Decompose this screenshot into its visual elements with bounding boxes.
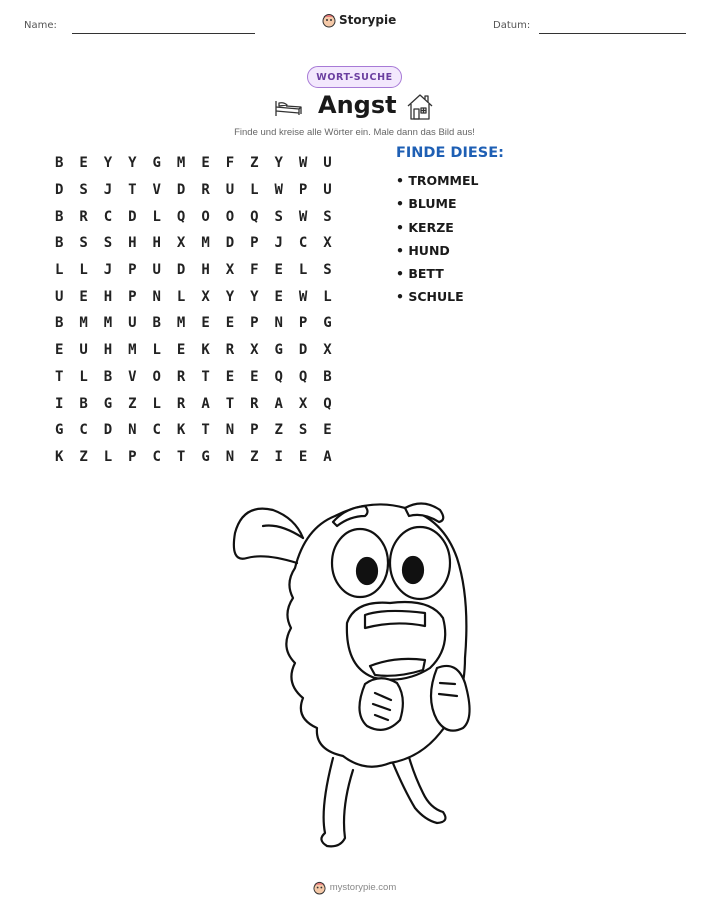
grid-letter[interactable]: D xyxy=(225,235,235,252)
grid-row xyxy=(47,337,340,364)
grid-letter[interactable]: N xyxy=(152,288,161,305)
grid-row xyxy=(47,230,340,257)
grid-letter[interactable]: P xyxy=(298,182,308,199)
title-row xyxy=(270,93,440,123)
grid-letter[interactable]: P xyxy=(128,448,137,465)
storypie-mascot-icon xyxy=(313,880,326,895)
grid-letter[interactable]: Q xyxy=(323,395,332,412)
grid-letter[interactable]: I xyxy=(54,395,64,412)
grid-letter[interactable]: G xyxy=(152,155,161,172)
grid-letter[interactable]: Z xyxy=(79,448,88,465)
brand-name: Storypie xyxy=(339,13,397,27)
grid-letter[interactable]: S xyxy=(323,208,332,225)
grid-letter[interactable]: N xyxy=(225,422,235,439)
grid-letter[interactable]: S xyxy=(79,235,88,252)
footer-url[interactable]: mystorypie.com xyxy=(329,882,397,893)
grid-letter[interactable]: B xyxy=(54,208,64,225)
grid-letter[interactable]: E xyxy=(225,315,235,332)
grid-letter[interactable]: D xyxy=(298,342,308,359)
grid-letter[interactable]: S xyxy=(323,262,332,279)
grid-letter[interactable]: L xyxy=(54,262,64,279)
grid-letter[interactable]: W xyxy=(298,155,308,172)
word-item: • TROMMEL xyxy=(396,173,479,188)
grid-letter[interactable]: X xyxy=(250,342,259,359)
scared-monster-illustration[interactable] xyxy=(225,488,485,853)
grid-letter[interactable]: G xyxy=(274,342,283,359)
grid-letter[interactable]: Y xyxy=(103,155,113,172)
grid-letter[interactable]: M xyxy=(79,315,88,332)
grid-letter[interactable]: A xyxy=(201,395,210,412)
grid-letter[interactable]: P xyxy=(298,315,308,332)
grid-letter[interactable]: B xyxy=(79,395,88,412)
word-item: • SCHULE xyxy=(396,289,464,305)
grid-letter[interactable]: X xyxy=(323,342,332,359)
grid-letter[interactable]: R xyxy=(79,208,88,225)
grid-letter[interactable]: Q xyxy=(298,368,308,385)
page-title: Angst xyxy=(318,91,397,119)
grid-letter[interactable]: P xyxy=(128,288,137,305)
grid-letter[interactable]: C xyxy=(79,422,88,439)
footer xyxy=(0,880,709,895)
word-list xyxy=(396,145,504,309)
grid-letter[interactable]: S xyxy=(79,182,88,199)
grid-letter[interactable]: T xyxy=(128,182,137,199)
grid-letter[interactable]: M xyxy=(201,235,210,252)
grid-letter[interactable]: P xyxy=(250,422,259,439)
grid-row xyxy=(47,364,340,391)
grid-letter[interactable]: L xyxy=(79,262,88,279)
grid-letter[interactable]: F xyxy=(250,262,259,279)
grid-letter[interactable]: L xyxy=(79,368,88,385)
grid-letter[interactable]: L xyxy=(152,342,161,359)
grid-letter[interactable]: R xyxy=(225,342,235,359)
grid-letter[interactable]: T xyxy=(176,448,186,465)
word-item: • BLUME xyxy=(396,196,457,212)
grid-letter[interactable]: Z xyxy=(128,395,137,412)
grid-letter[interactable]: Q xyxy=(176,208,186,225)
grid-letter[interactable]: V xyxy=(152,182,161,199)
grid-letter[interactable]: C xyxy=(152,448,161,465)
grid-letter[interactable]: Y xyxy=(250,288,259,305)
grid-letter[interactable]: E xyxy=(274,288,283,305)
grid-letter[interactable]: X xyxy=(201,288,210,305)
grid-letter[interactable]: P xyxy=(250,315,259,332)
grid-letter[interactable]: L xyxy=(323,288,332,305)
grid-letter[interactable]: E xyxy=(79,288,88,305)
grid-letter[interactable]: M xyxy=(176,155,186,172)
grid-letter[interactable]: P xyxy=(250,235,259,252)
grid-letter[interactable]: T xyxy=(201,368,210,385)
grid-letter[interactable]: S xyxy=(274,208,283,225)
grid-letter[interactable]: E xyxy=(298,448,308,465)
grid-letter[interactable]: U xyxy=(152,262,161,279)
brand-logo xyxy=(322,12,396,28)
grid-letter[interactable]: B xyxy=(323,368,332,385)
grid-letter[interactable]: E xyxy=(323,422,332,439)
grid-letter[interactable]: O xyxy=(152,368,161,385)
grid-letter[interactable]: U xyxy=(225,182,235,199)
word-item: • KERZE xyxy=(396,219,454,235)
grid-letter[interactable]: H xyxy=(103,342,113,359)
grid-letter[interactable]: J xyxy=(103,262,113,279)
grid-letter[interactable]: U xyxy=(54,288,64,305)
grid-row xyxy=(47,257,340,284)
grid-row xyxy=(47,417,340,444)
grid-letter[interactable]: H xyxy=(103,288,113,305)
grid-letter[interactable]: X xyxy=(225,262,235,279)
grid-letter[interactable]: Z xyxy=(250,155,259,172)
grid-letter[interactable]: Q xyxy=(274,368,283,385)
grid-letter[interactable]: B xyxy=(103,368,113,385)
grid-letter[interactable]: E xyxy=(79,155,88,172)
grid-letter[interactable]: L xyxy=(152,208,161,225)
grid-letter[interactable]: D xyxy=(176,182,186,199)
bed-icon xyxy=(274,97,304,117)
grid-letter[interactable]: A xyxy=(323,448,332,465)
grid-letter[interactable]: U xyxy=(79,342,88,359)
grid-row xyxy=(47,203,340,230)
grid-letter[interactable]: E xyxy=(176,342,186,359)
grid-letter[interactable]: Y xyxy=(128,155,137,172)
grid-letter[interactable]: G xyxy=(323,315,332,332)
grid-letter[interactable]: G xyxy=(201,448,210,465)
grid-letter[interactable]: B xyxy=(54,315,64,332)
grid-row xyxy=(47,444,340,471)
grid-letter[interactable]: Y xyxy=(225,288,235,305)
date-field-line[interactable] xyxy=(539,33,686,34)
grid-letter[interactable]: J xyxy=(103,182,113,199)
grid-letter[interactable]: L xyxy=(250,182,259,199)
grid-letter[interactable]: H xyxy=(201,262,210,279)
grid-letter[interactable]: Z xyxy=(274,422,283,439)
grid-letter[interactable]: O xyxy=(201,208,210,225)
grid-letter[interactable]: B xyxy=(54,235,64,252)
grid-letter[interactable]: Y xyxy=(274,155,283,172)
grid-letter[interactable]: M xyxy=(128,342,137,359)
grid-letter[interactable]: F xyxy=(225,155,235,172)
grid-letter[interactable]: R xyxy=(176,395,186,412)
grid-row xyxy=(47,310,340,337)
grid-letter[interactable]: N xyxy=(274,315,283,332)
grid-letter[interactable]: E xyxy=(225,368,235,385)
house-icon xyxy=(406,93,434,121)
grid-letter[interactable]: W xyxy=(298,208,308,225)
grid-letter[interactable]: E xyxy=(274,262,283,279)
grid-row xyxy=(47,177,340,204)
grid-letter[interactable]: D xyxy=(176,262,186,279)
grid-letter[interactable]: V xyxy=(128,368,137,385)
grid-letter[interactable]: L xyxy=(152,395,161,412)
grid-letter[interactable]: L xyxy=(176,288,186,305)
grid-letter[interactable]: D xyxy=(128,208,137,225)
grid-letter[interactable]: Z xyxy=(250,448,259,465)
name-field-line[interactable] xyxy=(72,33,255,34)
grid-letter[interactable]: E xyxy=(201,155,210,172)
grid-letter[interactable]: N xyxy=(225,448,235,465)
grid-letter[interactable]: T xyxy=(54,368,64,385)
grid-letter[interactable]: R xyxy=(250,395,259,412)
category-badge: WORT-SUCHE xyxy=(307,66,402,88)
word-list-title: FINDE DIESE: xyxy=(396,145,504,161)
grid-letter[interactable]: L xyxy=(103,448,113,465)
grid-letter[interactable]: E xyxy=(250,368,259,385)
grid-letter[interactable]: G xyxy=(54,422,64,439)
grid-row xyxy=(47,283,340,310)
grid-letter[interactable]: J xyxy=(274,235,283,252)
grid-letter[interactable]: Q xyxy=(250,208,259,225)
grid-row xyxy=(47,150,340,177)
grid-letter[interactable]: U xyxy=(128,315,137,332)
grid-letter[interactable]: C xyxy=(152,422,161,439)
grid-letter[interactable]: M xyxy=(176,315,186,332)
grid-letter[interactable]: U xyxy=(323,155,332,172)
grid-letter[interactable]: D xyxy=(54,182,64,199)
grid-letter[interactable]: T xyxy=(225,395,235,412)
grid-letter[interactable]: B xyxy=(152,315,161,332)
grid-letter[interactable]: U xyxy=(323,182,332,199)
grid-letter[interactable]: W xyxy=(298,288,308,305)
grid-letter[interactable]: P xyxy=(128,262,137,279)
grid-letter[interactable]: R xyxy=(201,182,210,199)
grid-letter[interactable]: S xyxy=(103,235,113,252)
grid-letter[interactable]: M xyxy=(103,315,113,332)
date-label: Datum: xyxy=(493,20,531,31)
grid-letter[interactable]: N xyxy=(128,422,137,439)
grid-letter[interactable]: A xyxy=(274,395,283,412)
storypie-mascot-icon xyxy=(322,12,336,28)
grid-letter[interactable]: X xyxy=(298,395,308,412)
grid-letter[interactable]: T xyxy=(201,422,210,439)
word-search-grid[interactable] xyxy=(47,150,340,470)
grid-letter[interactable]: D xyxy=(103,422,113,439)
grid-letter[interactable]: K xyxy=(201,342,210,359)
grid-letter[interactable]: O xyxy=(225,208,235,225)
grid-letter[interactable]: R xyxy=(176,368,186,385)
grid-letter[interactable]: C xyxy=(298,235,308,252)
grid-letter[interactable]: L xyxy=(298,262,308,279)
grid-letter[interactable]: W xyxy=(274,182,283,199)
grid-letter[interactable]: B xyxy=(54,155,64,172)
grid-letter[interactable]: X xyxy=(323,235,332,252)
grid-letter[interactable]: C xyxy=(103,208,113,225)
grid-letter[interactable]: I xyxy=(274,448,283,465)
instructions-text: Finde und kreise alle Wörter ein. Male dann das Bild aus! xyxy=(234,127,475,138)
word-item: • BETT xyxy=(396,266,444,282)
grid-letter[interactable]: S xyxy=(298,422,308,439)
word-item: • HUND xyxy=(396,242,450,258)
grid-letter[interactable]: X xyxy=(176,235,186,252)
grid-letter[interactable]: G xyxy=(103,395,113,412)
grid-letter[interactable]: E xyxy=(54,342,64,359)
grid-letter[interactable]: K xyxy=(176,422,186,439)
grid-letter[interactable]: H xyxy=(128,235,137,252)
grid-letter[interactable]: K xyxy=(54,448,64,465)
grid-letter[interactable]: H xyxy=(152,235,161,252)
name-label: Name: xyxy=(24,20,57,31)
grid-row xyxy=(47,390,340,417)
grid-letter[interactable]: E xyxy=(201,315,210,332)
